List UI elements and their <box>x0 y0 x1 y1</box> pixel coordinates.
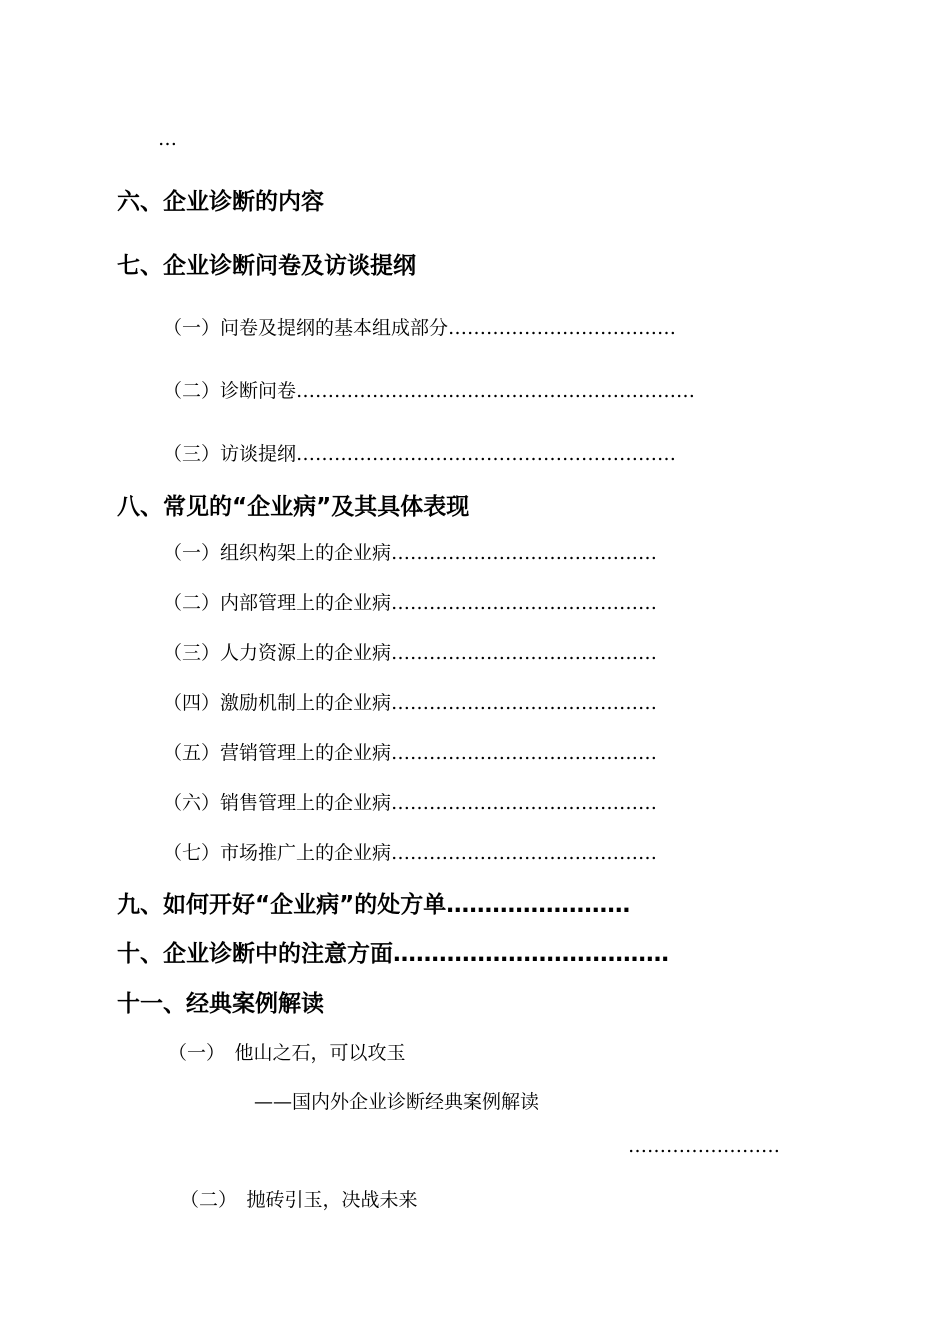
toc-item-11-2: （二） 抛砖引玉，决战未来 <box>180 1189 418 1211</box>
toc-heading-8: 八、常见的“企业病”及其具体表现 <box>117 494 470 520</box>
toc-item-8-6: （六）销售管理上的企业病…………………………………… <box>163 792 658 814</box>
toc-item-8-3: （三）人力资源上的企业病…………………………………… <box>163 642 658 664</box>
toc-heading-6: 六、企业诊断的内容 <box>117 189 324 215</box>
toc-item-7-2: （二）诊断问卷……………………………………………………… <box>163 380 696 402</box>
toc-heading-7: 七、企业诊断问卷及访谈提纲 <box>117 253 416 279</box>
toc-item-8-7: （七）市场推广上的企业病…………………………………… <box>163 842 658 864</box>
toc-item-7-1: （一）问卷及提纲的基本组成部分……………………………… <box>163 317 677 339</box>
toc-heading-9: 九、如何开好“企业病”的处方单…………………… <box>117 892 631 918</box>
toc-continuation-ellipsis: … <box>158 128 177 150</box>
toc-item-8-2: （二）内部管理上的企业病…………………………………… <box>163 592 658 614</box>
toc-item-11-1: （一） 他山之石，可以攻玉 <box>168 1042 406 1064</box>
toc-item-8-5: （五）营销管理上的企业病…………………………………… <box>163 742 658 764</box>
toc-item-11-1-subtitle: ——国内外企业诊断经典案例解读 <box>254 1091 540 1113</box>
toc-item-8-4: （四）激励机制上的企业病…………………………………… <box>163 692 658 714</box>
toc-item-11-1-leader: …………………… <box>628 1135 780 1157</box>
toc-item-7-3: （三）访谈提纲…………………………………………………… <box>163 443 677 465</box>
toc-item-8-1: （一）组织构架上的企业病…………………………………… <box>163 542 658 564</box>
toc-heading-11: 十一、经典案例解读 <box>117 991 324 1017</box>
toc-heading-10: 十、企业诊断中的注意方面……………………………… <box>117 941 669 967</box>
